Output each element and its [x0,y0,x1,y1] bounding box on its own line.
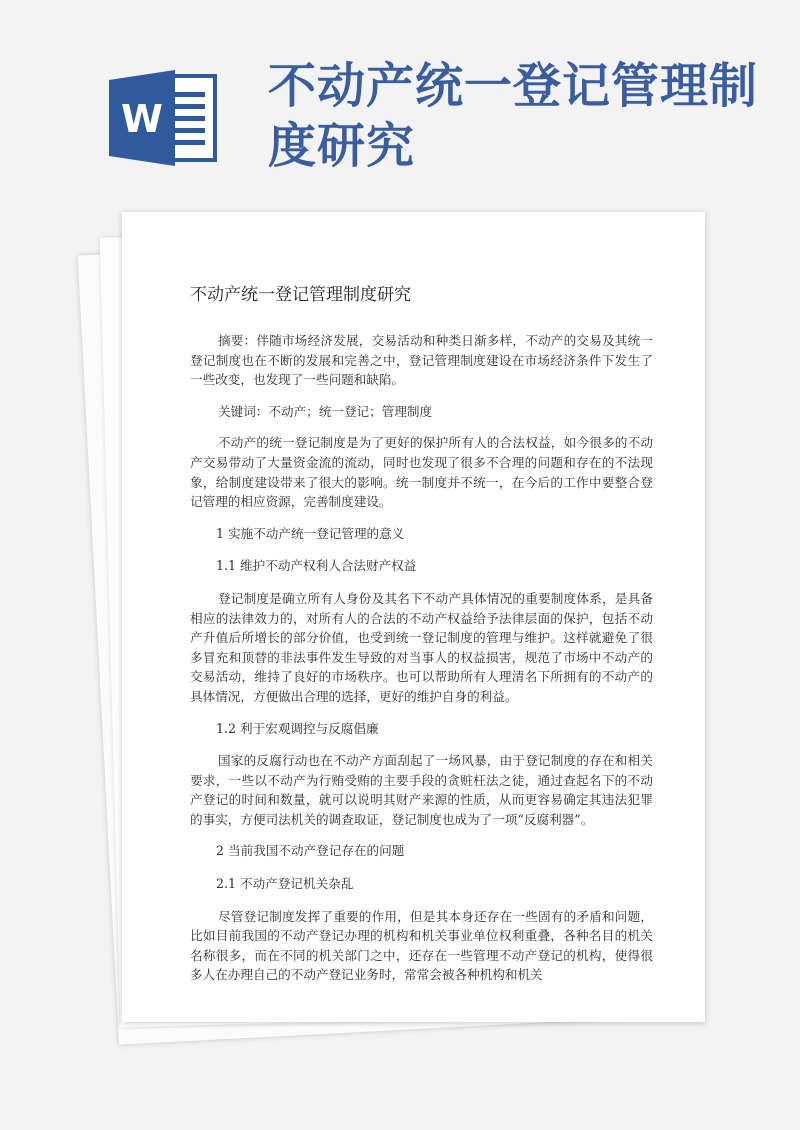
word-icon-letter: W [121,97,163,141]
subsection-heading-1-1: 1.1 维护不动产权利人合法财产权益 [216,558,417,574]
header [0,0,800,200]
document-title: 不动产统一登记管理制度研究 [190,285,411,305]
subsection-heading-1-2: 1.2 利于宏观调控与反腐倡廉 [216,720,379,736]
subsection-heading-2-1: 2.1 不动产登记机关杂乱 [216,876,354,892]
document-page [122,212,705,1022]
paragraph-2-1: 尽管登记制度发挥了重要的作用，但是其本身还存在一些固有的矛盾和问题，比如目前我国的不动产登记办理的机构和机关事业单位权利重叠，各种名目的机关名称很多，而在不同的机关部门之中，还存在一些管理不动产登记的机构，使得很多人在办理自己的不动产登记业务时，常常会被各种机构和机关 [190,908,653,983]
intro-paragraph: 不动产的统一登记制度是为了更好的保护所有人的合法权益，如今很多的不动产交易带动了大量资金流的流动，同时也发现了很多不合理的问题和存在的不法现象，给制度建设带来了很大的影响。统一制度并不统一，在今后的工作中要整合登记管理的相应资源，完善制度建设。 [190,435,653,510]
section-heading-1: 1 实施不动产统一登记管理的意义 [216,525,405,541]
paragraph-1-2: 国家的反腐行动也在不动产方面刮起了一场风暴，由于登记制度的存在和相关要求，一些以不动产为行贿受贿的主要手段的贪赃枉法之徒，通过查起名下的不动产登记的时间和数量，就可以说明其财产来源的性质，从而更容易确定其违法犯罪的事实，方便司法机关的调查取证，登记制度也成为了一项“反腐利器”。 [190,753,653,827]
paragraph-1-1: 登记制度是确立所有人身份及其名下不动产具体情况的重要制度体系，是具备相应的法律效力的，对所有人的合法的不动产权益给予法律层面的保护，包括不动产升值后所增长的部分价值，也受到统一登记制度的管理与维护。这样就避免了很多冒充和顶替的非法事件发生导致的对当事人的权益损害，规范了市场中不动产的交易活动，维持了良好的市场秩序。也可以帮助所有人理清名下所拥有的不动产的具体情况，方便做出合理的选择，更好的维护自身的利益。 [190,590,653,704]
section-heading-2: 2 当前我国不动产登记存在的问题 [216,843,405,859]
word-document-icon [109,70,221,166]
keywords-line: 关键词：不动产；统一登记；管理制度 [218,403,433,419]
abstract-paragraph: 摘要：伴随市场经济发展，交易活动和种类日渐多样，不动产的交易及其统一登记制度也在不断的发展和完善之中，登记管理制度建设在市场经济条件下发生了一些改变，也发现了一些问题和缺陷。 [190,333,653,388]
document-content [190,280,653,997]
page-title: 不动产统一登记管理制度研究 [268,58,759,174]
